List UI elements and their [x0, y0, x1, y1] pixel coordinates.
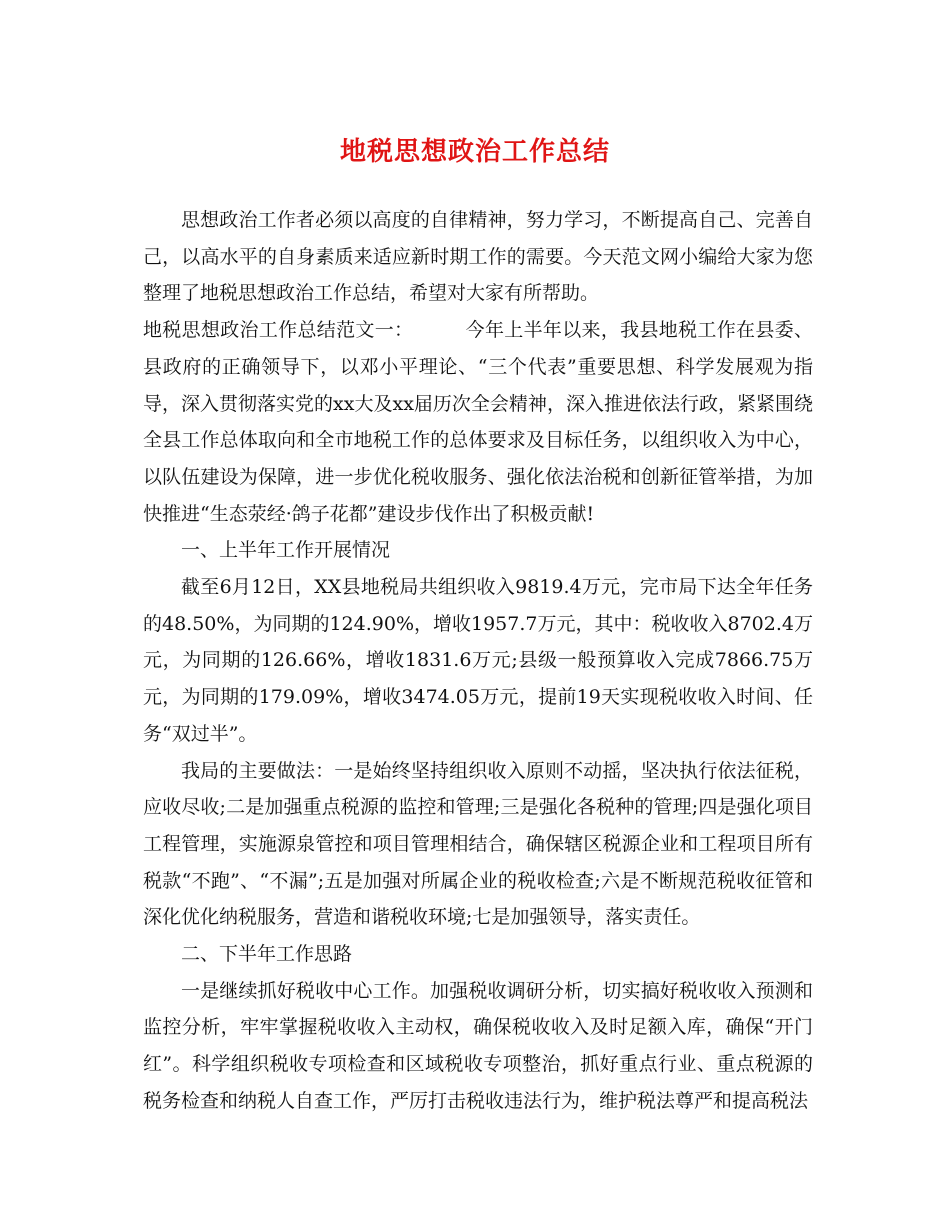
revenue-paragraph: 截至6月12日，XX县地税局共组织收入9819.4万元，完市局下达全年任务的48.50%，为同期的124.90%，增收1957.7万元，其中：税收收入8702.4万元，为同期的126.66%，增收1831.6万元;县级一般预算收入完成7866.75万元，为同期的179.09%，增收3474.05万元，提前19天实现税收收入时间、任务“双过半”。 [143, 576, 813, 745]
intro-paragraph: 思想政治工作者必须以高度的自律精神，努力学习，不断提高自己、完善自己，以高水平的自身素质来适应新时期工作的需要。今天范文网小编给大家为您整理了地税思想政治工作总结，希望对大家有所帮助。 [143, 209, 813, 305]
document-title: 地税思想政治工作总结 [339, 137, 610, 167]
sample-one-label: 地税思想政治工作总结范文一： [143, 319, 414, 342]
practices-paragraph: 我局的主要做法：一是始终坚持组织收入原则不动摇，坚决执行依法征税，应收尽收;二是加强重点税源的监控和管理;三是强化各税种的管理;四是强化项目工程管理，实施源泉管控和项目管理相结合，确保辖区税源企业和工程项目所有税款“不跑”、“不漏”;五是加强对所属企业的税收检查;六是不断规范税收征管和深化优化纳税服务，营造和谐税收环境;七是加强领导，落实责任。 [143, 759, 813, 929]
sample-one-paragraph [143, 312, 813, 532]
document-body [143, 202, 813, 1120]
section-heading-first-half: 一、上半年工作开展情况 [181, 539, 391, 562]
plan-paragraph: 一是继续抓好税收中心工作。加强税收调研分析，切实搞好税收收入预测和监控分析，牢牢掌握税收收入主动权，确保税收收入及时足额入库，确保“开门红”。科学组织税收专项检查和区域税收专项整治，抓好重点行业、重点税源的税务检查和纳税人自查工作，严厉打击税收违法行为，维护税法尊严和提高税法 [143, 979, 813, 1112]
section-heading-second-half: 二、下半年工作思路 [181, 943, 353, 966]
sample-one-text: 今年上半年以来，我县地税工作在县委、县政府的正确领导下，以邓小平理论、“三个代表”重要思想、科学发展观为指导，深入贯彻落实党的xx大及xx届历次全会精神，深入推进依法行政，紧紧围绕全县工作总体取向和全市地税工作的总体要求及目标任务，以组织收入为中心，以队伍建设为保障，进一步优化税收服务、强化依法治税和创新征管举措，为加快推进“生态荥经·鸽子花都”建设步伐作出了积极贡献! [143, 319, 813, 525]
